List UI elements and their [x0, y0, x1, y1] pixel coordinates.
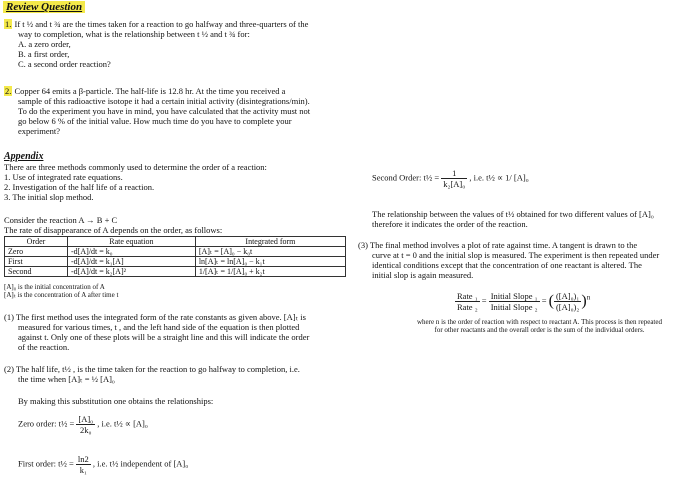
table-note-time: [A]ₜ is the concentration of A after time t — [4, 291, 119, 299]
appendix-heading: Appendix — [4, 151, 44, 162]
question-2-line-4: go below 6 % of the initial value. How much time do you have to complete your — [18, 116, 292, 126]
zero-order-formula — [18, 414, 148, 435]
question-2-line-5: experiment? — [18, 126, 61, 136]
where-line-2: for other reactants and the overall order is the sum of the individual orders. — [434, 326, 645, 334]
question-2-line-3: To do the experiment you have in mind, you have calculated that the activity must not — [18, 106, 311, 116]
page-title: Review Question — [3, 1, 85, 13]
relationship-line-2: therefore it indicates the order of the reaction. — [372, 219, 528, 229]
table-row — [5, 267, 346, 277]
table-notes — [4, 283, 118, 299]
close-paren-icon: ) — [581, 292, 587, 310]
second-order-numerator: 1 — [441, 168, 467, 179]
second-order-tail: , i.e. t½ ∝ 1/ [A]₀ — [469, 172, 529, 183]
rate-numerator: Rate ₁ — [457, 291, 478, 301]
table-header-order: Order — [5, 237, 68, 247]
method-1-line-1: (1) The first method uses the integrated form of the rate constants as given above. [A]ₜ is — [4, 312, 306, 322]
first-order-denominator: k₁ — [79, 465, 87, 475]
question-1-option-a: A. a zero order, — [18, 39, 71, 49]
question-1-line-2: way to completion, what is the relationship between t ½ and t ¾ for: — [18, 29, 250, 39]
second-order-label: Second Order: — [372, 172, 422, 183]
first-order-formula — [18, 454, 188, 475]
method-3-line-4: initial slop is again measured. — [372, 270, 474, 280]
appendix-intro: There are three methods commonly used to determine the order of a reaction: — [4, 162, 267, 172]
method-2-paragraph — [4, 364, 300, 384]
rate-fraction — [455, 291, 480, 312]
relationship-paragraph — [372, 209, 654, 229]
question-2-line-1: Copper 64 emits a β-particle. The half-life is 12.8 hr. At the time you received a — [14, 86, 286, 96]
table-cell: [A]ₜ = [A]₀ − k₀t — [195, 247, 345, 257]
question-2-number: 2. — [5, 86, 12, 96]
table-cell: -d[A]/dt = k₂[A]² — [67, 267, 195, 277]
appendix-method-1: 1. Use of integrated rate equations. — [4, 172, 123, 182]
table-cell: Second — [5, 267, 68, 277]
table-row — [5, 247, 346, 257]
order-exponent: n — [586, 293, 591, 302]
method-1-paragraph — [4, 312, 309, 352]
question-1-number: 1. — [5, 19, 12, 29]
table-header-row — [5, 237, 346, 247]
slope-fraction — [489, 291, 540, 312]
table-cell: -d[A]/dt = k₁[A] — [67, 257, 195, 267]
second-order-formula — [372, 168, 529, 189]
question-1-option-b: B. a first order, — [18, 49, 70, 59]
first-order-tail: , i.e. t½ independent of [A]₀ — [92, 458, 189, 469]
method-2-line-1: (2) The half life, t½ , is the time taken for the reaction to go halfway to completion, i.e. — [4, 364, 300, 374]
method-3-line-2: curve at t = 0 and the initial slop is measured. The experiment is then repeated under — [372, 250, 660, 260]
question-1-option-c: C. a second order reaction? — [18, 59, 111, 69]
method-1-line-2: measured for various times, t , and the left hand side of the equation is then plotted — [18, 322, 300, 332]
question-1-line-1: If t ½ and t ¾ are the times taken for a reaction to go halfway and three-quarters of the — [14, 19, 309, 29]
where-line-1: where n is the order of reaction with respect to reactant A. This process is then repeated — [417, 318, 662, 326]
substitution-text: By making this substitution one obtains the relationships: — [18, 396, 214, 406]
method-2-line-2: the time when [A]ₜ = ½ [A]₀ — [18, 374, 115, 384]
first-order-lhs: t½ = — [58, 458, 74, 469]
zero-order-label: Zero order: — [18, 418, 57, 429]
second-order-lhs: t½ = — [423, 172, 440, 183]
zero-order-lhs: t½ = — [58, 418, 75, 429]
question-1 — [4, 19, 308, 69]
second-order-denominator: k₂[A]₀ — [443, 179, 466, 189]
table-cell: Zero — [5, 247, 68, 257]
slope-denominator: Initial Slope ₂ — [490, 302, 538, 312]
rate-denominator: Rate ₂ — [457, 302, 478, 312]
method-1-line-3: against t. Only one of these plots will be a straight line and this will indicate the order — [18, 332, 310, 342]
zero-order-numerator: [A]₀ — [78, 414, 94, 424]
table-cell: ln[A]ₜ = ln[A]₀ − k₁t — [195, 257, 345, 267]
zero-order-denominator: 2k₀ — [80, 425, 92, 435]
open-paren-icon: ( — [548, 292, 554, 310]
first-order-numerator: ln2 — [77, 454, 89, 464]
table-cell: -d[A]/dt = k₀ — [67, 247, 195, 257]
table-cell: 1/[A]ₜ = 1/[A]₀ + k₂t — [195, 267, 345, 277]
first-order-fraction — [76, 454, 91, 475]
zero-order-tail: , i.e. t½ ∝ [A]₀ — [97, 418, 148, 429]
second-order-fraction — [441, 168, 467, 189]
rate-table — [4, 236, 346, 277]
method-3-paragraph — [358, 240, 659, 280]
table-header-rate: Rate equation — [67, 237, 195, 247]
question-2 — [4, 86, 310, 136]
question-2-line-2: sample of this radioactive isotope it had a certain initial activity (disintegrations/min). — [18, 96, 310, 106]
table-note-initial: [A]₀ is the initial concentration of A — [4, 283, 105, 291]
concentration-denominator: ([A]₀)₂ — [555, 302, 580, 312]
rate-ratio-formula — [455, 291, 590, 312]
equals-sign-1: = — [481, 295, 487, 306]
appendix-intro-block — [4, 162, 267, 202]
appendix-method-3: 3. The initial slop method. — [4, 192, 94, 202]
concentration-numerator: ([A]₀)₁ — [555, 291, 580, 301]
reaction-statement: Consider the reaction A → B + C — [4, 215, 118, 225]
where-note — [417, 318, 662, 334]
table-caption: The rate of disappearance of A depends on the order, as follows: — [4, 225, 223, 235]
relationship-line-1: The relationship between the values of t½ obtained for two different values of [A]₀ — [372, 209, 654, 219]
method-3-line-3: identical conditions except that the concentration of one reactant is altered. The — [372, 260, 642, 270]
concentration-fraction — [554, 291, 581, 312]
equals-sign-2: = — [541, 295, 547, 306]
table-cell: First — [5, 257, 68, 267]
slope-numerator: Initial Slope ₁ — [490, 291, 538, 301]
method-3-line-1: (3) The final method involves a plot of rate against time. A tangent is drawn to the — [358, 240, 638, 250]
first-order-label: First order: — [18, 458, 57, 469]
method-1-line-4: of the reaction. — [18, 342, 70, 352]
appendix-method-2: 2. Investigation of the half life of a reaction. — [4, 182, 155, 192]
table-header-integrated: Integrated form — [195, 237, 345, 247]
table-row — [5, 257, 346, 267]
zero-order-fraction — [76, 414, 95, 435]
